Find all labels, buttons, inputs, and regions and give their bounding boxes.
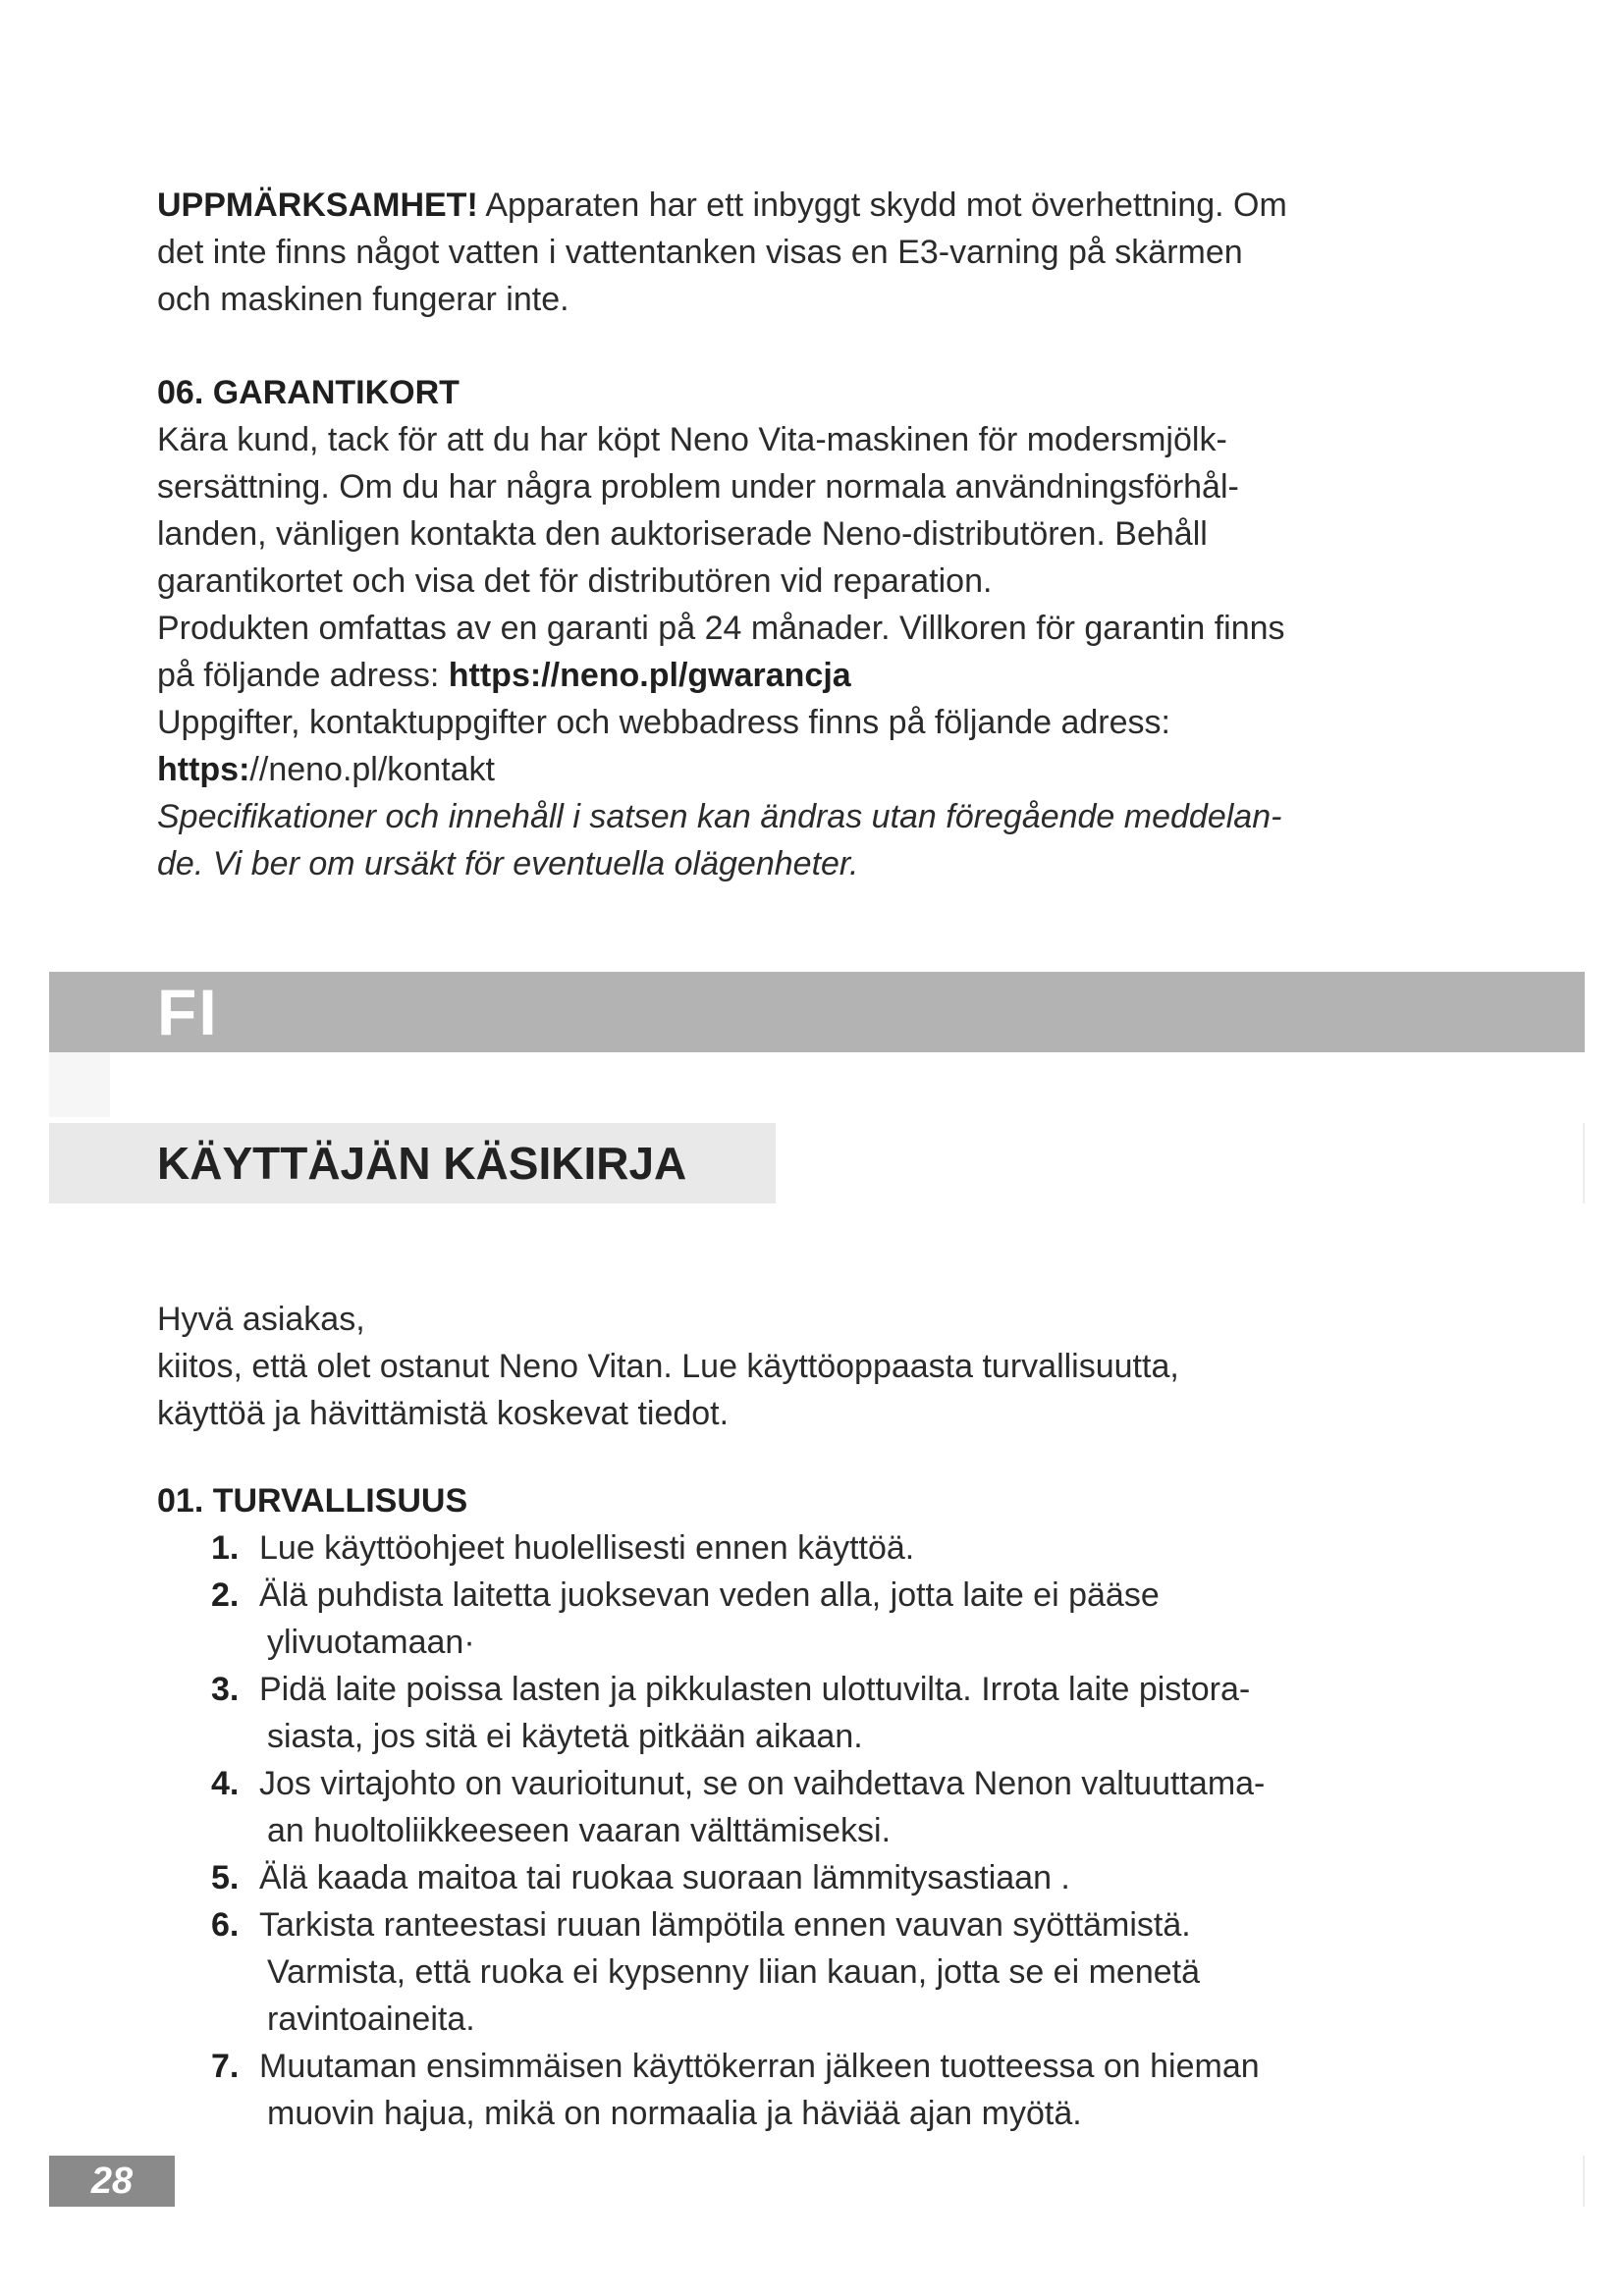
list-number: 2. (211, 1576, 240, 1614)
list-item: 4. Jos virtajohto on vaurioitunut, se on vaihdettava Nenon valtuuttama- an huoltoliikkeeseen vaaran välttämiseksi. (157, 1760, 1394, 1854)
warranty-line: Produkten omfattas av en garanti på 24 månader. Villkoren för garantin finns (157, 610, 1285, 647)
list-number: 5. (211, 1859, 240, 1896)
list-item: 2. Älä puhdista laitetta juoksevan veden alla, jotta laite ei pääse ylivuotamaan· (157, 1572, 1394, 1666)
language-band (49, 972, 1585, 1052)
warranty-address-line: på följande adress: https://neno.pl/gwarancja (157, 657, 851, 694)
safety-heading: 01. TURVALLISUUS (157, 1482, 468, 1520)
list-number: 4. (211, 1765, 240, 1802)
list-item: 7. Muutaman ensimmäisen käyttökerran jälkeen tuotteessa on hieman muovin hajua, mikä on normaalia ja häviää ajan myötä. (157, 2043, 1394, 2137)
warning-paragraph (157, 182, 1394, 323)
warning-label: UPPMÄRKSAMHET! (157, 187, 478, 224)
language-band-tab (49, 1052, 110, 1117)
contact-url-link[interactable]: https://neno.pl/kontakt (157, 751, 495, 788)
safety-list (157, 1524, 1394, 2137)
greeting-line: kiitos, että olet ostanut Neno Vitan. Lue käyttöoppaasta turvallisuutta, (157, 1348, 1179, 1385)
list-number: 3. (211, 1671, 240, 1708)
margin-rule (1583, 1123, 1585, 1203)
warranty-url-link[interactable]: https://neno.pl/gwarancja (448, 657, 851, 694)
language-code: FI (157, 976, 219, 1048)
warranty-heading: 06. GARANTIKORT (157, 374, 460, 411)
warning-line: det inte finns något vatten i vattentanken visas en E3-varning på skärmen (157, 234, 1243, 271)
page-number: 28 (90, 2161, 134, 2202)
list-number: 7. (211, 2048, 240, 2085)
greeting-line: Hyvä asiakas, (157, 1301, 365, 1338)
list-item: 5. Älä kaada maitoa tai ruokaa suoraan lämmitysastiaan . (157, 1854, 1394, 1901)
contact-line: Uppgifter, kontaktuppgifter och webbadress finns på följande adress: (157, 704, 1170, 741)
list-number: 6. (211, 1906, 240, 1944)
greeting-paragraph (157, 1296, 1394, 1437)
warning-line: UPPMÄRKSAMHET! Apparaten har ett inbyggt skydd mot överhettning. Om (157, 187, 1287, 224)
list-item: 6. Tarkista ranteestasi ruuan lämpötila ennen vauvan syöttämistä. Varmista, että ruoka ei kypsenny liian kauan, jotta se ei menetä ravintoaineita. (157, 1901, 1394, 2043)
warning-line: och maskinen fungerar inte. (157, 281, 569, 318)
manual-title: KÄYTTÄJÄN KÄSIKIRJA (157, 1138, 687, 1189)
margin-rule (1583, 2156, 1585, 2207)
disclaimer-line: Specifikationer och innehåll i satsen kan ändras utan föregående meddelan- (157, 798, 1282, 835)
warranty-line: sersättning. Om du har några problem under normala användningsförhål- (157, 468, 1239, 506)
list-item: 3. Pidä laite poissa lasten ja pikkulasten ulottuvilta. Irrota laite pistora- siasta, jos sitä ei käytetä pitkään aikaan. (157, 1666, 1394, 1760)
warranty-line: garantikortet och visa det för distributören vid reparation. (157, 562, 993, 600)
disclaimer-line: de. Vi ber om ursäkt för eventuella olägenheter. (157, 845, 859, 882)
warranty-line: Kära kund, tack för att du har köpt Neno Vita-maskinen för modersmjölk- (157, 421, 1227, 458)
safety-section (157, 1477, 1394, 2137)
list-item: 1. Lue käyttöohjeet huolellisesti ennen käyttöä. (157, 1524, 1394, 1572)
warranty-line: landen, vänligen kontakta den auktoriserade Neno-distributören. Behåll (157, 515, 1208, 553)
list-number: 1. (211, 1529, 240, 1567)
warranty-section (157, 369, 1394, 887)
greeting-line: käyttöä ja hävittämistä koskevat tiedot. (157, 1395, 730, 1432)
